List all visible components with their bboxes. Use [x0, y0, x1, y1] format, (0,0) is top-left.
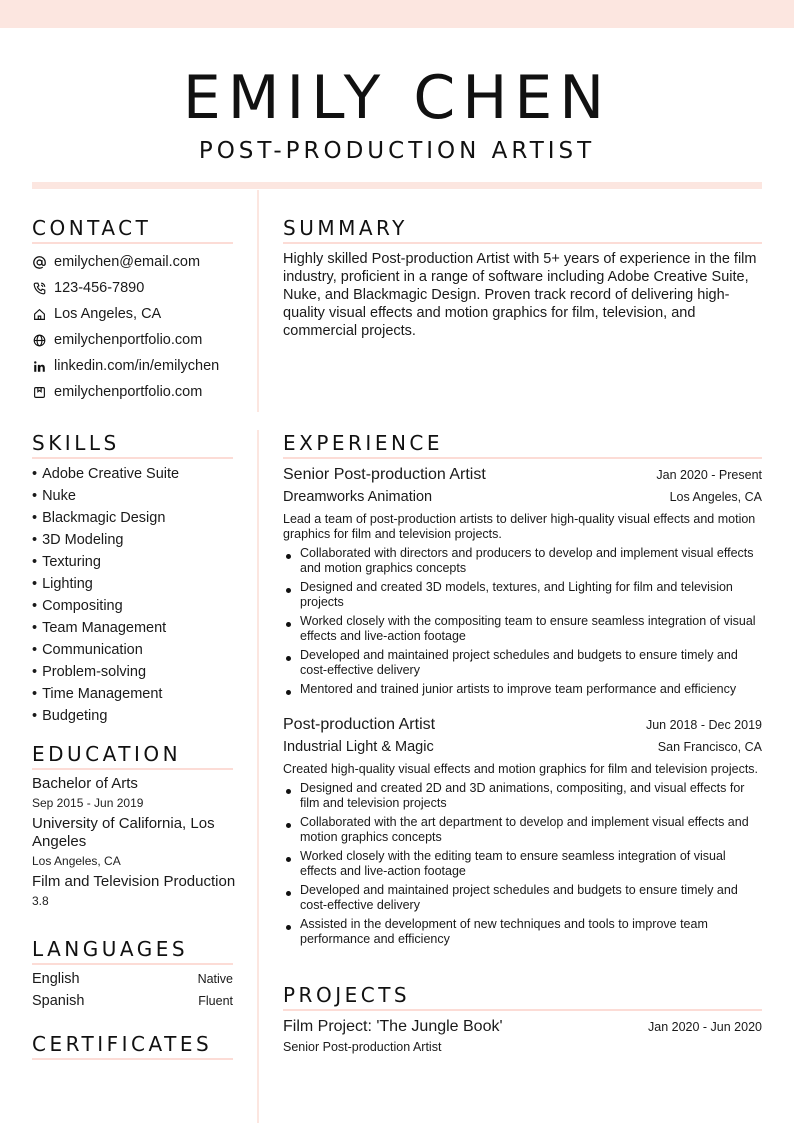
contact-website[interactable]	[32, 327, 257, 353]
language-name: English	[32, 971, 80, 987]
education-dates: Sep 2015 - Jun 2019	[32, 796, 144, 810]
contact-linkedin-text: linkedin.com/in/emilychen	[54, 358, 220, 374]
education-entry	[32, 775, 242, 913]
job-bullet: Collaborated with the art department to develop and implement visual effects and motion graphics concepts	[283, 815, 762, 845]
job-bullet: Worked closely with the compositing team to ensure seamless integration of visual effects and live-action footage	[283, 614, 762, 644]
skill-item: • Problem-solving	[32, 661, 242, 683]
contact-location	[32, 301, 257, 327]
skills-heading: SKILLS	[32, 431, 233, 459]
job-company: Dreamworks Animation	[283, 489, 433, 505]
job-role-title: POST-PRODUCTION ARTIST	[198, 138, 596, 164]
skill-item: • Texturing	[32, 551, 242, 573]
education-location: Los Angeles, CA	[32, 854, 121, 868]
skill-item: • Compositing	[32, 595, 242, 617]
skill-item: • Time Management	[32, 683, 242, 705]
job-title: Senior Post-production Artist	[283, 466, 486, 483]
skill-item: • Team Management	[32, 617, 242, 639]
job-bullet: Developed and maintained project schedules and budgets to ensure timely and cost-effective delivery	[283, 883, 762, 913]
contact-portfolio-text: emilychenportfolio.com	[54, 384, 203, 400]
skill-item: • Blackmagic Design	[32, 507, 242, 529]
job-bullet: Developed and maintained project schedules and budgets to ensure timely and cost-effective delivery	[283, 648, 762, 678]
experience-heading: EXPERIENCE	[283, 431, 762, 459]
column-divider-top	[257, 190, 259, 412]
project-dates: Jan 2020 - Jun 2020	[648, 1020, 762, 1034]
contact-email[interactable]	[32, 249, 257, 275]
job-entry	[283, 464, 762, 701]
job-description: Created high-quality visual effects and motion graphics for film and television projects.	[283, 762, 759, 776]
skill-item: • Nuke	[32, 485, 242, 507]
job-bullet: Designed and created 3D models, textures, and Lighting for film and television projects	[283, 580, 762, 610]
skill-item: • 3D Modeling	[32, 529, 242, 551]
contact-phone-text: 123-456-7890	[54, 280, 145, 296]
summary-text: Highly skilled Post-production Artist with 5+ years of experience in the film industry, proficient in a range of software including Adobe Creative Suite, Nuke, and Blackmagic Design. Proven track record of delivering high-quality visual effects and motion graphics for film, television, and commercial projects.	[283, 251, 757, 339]
projects-heading: PROJECTS	[283, 983, 762, 1011]
education-degree: Bachelor of Arts	[32, 775, 138, 792]
job-dates: Jan 2020 - Present	[656, 468, 762, 482]
job-location: San Francisco, CA	[657, 740, 762, 754]
language-level: Native	[197, 972, 233, 986]
home-icon	[32, 307, 46, 321]
column-divider-bottom	[257, 430, 259, 1123]
job-title: Post-production Artist	[283, 716, 436, 733]
skill-item: • Communication	[32, 639, 242, 661]
skill-item: • Lighting	[32, 573, 242, 595]
contact-website-text: emilychenportfolio.com	[54, 332, 203, 348]
language-level: Fluent	[198, 994, 233, 1008]
education-school: University of California, Los Angeles	[32, 815, 215, 850]
education-gpa: 3.8	[32, 894, 49, 908]
summary-heading: SUMMARY	[283, 216, 762, 244]
job-entry	[283, 714, 762, 951]
job-bullet: Worked closely with the editing team to ensure seamless integration of visual effects and live-action footage	[283, 849, 762, 879]
job-bullet: Designed and created 2D and 3D animations, compositing, and visual effects for film and television projects	[283, 781, 762, 811]
contact-list	[32, 249, 257, 405]
globe-icon	[32, 333, 46, 347]
language-row	[32, 968, 233, 990]
languages-heading: LANGUAGES	[32, 937, 233, 965]
linkedin-icon	[32, 359, 46, 373]
top-accent-band	[0, 0, 794, 28]
languages-list	[32, 968, 233, 1012]
language-row	[32, 990, 233, 1012]
job-description: Lead a team of post-production artists to deliver high-quality visual effects and motion graphics for film and television projects.	[283, 512, 756, 541]
portfolio-icon	[32, 385, 46, 399]
project-title: Film Project: 'The Jungle Book'	[283, 1018, 503, 1035]
language-name: Spanish	[32, 993, 85, 1009]
skill-item: • Budgeting	[32, 705, 242, 727]
job-company: Industrial Light & Magic	[283, 739, 434, 755]
project-entry	[283, 1016, 762, 1059]
contact-location-text: Los Angeles, CA	[54, 306, 162, 322]
project-role: Senior Post-production Artist	[283, 1040, 442, 1054]
education-heading: EDUCATION	[32, 742, 233, 770]
skill-item: • Adobe Creative Suite	[32, 463, 242, 485]
phone-icon	[32, 281, 46, 295]
job-bullets	[283, 546, 762, 697]
candidate-name: EMILY CHEN	[182, 63, 612, 133]
job-bullet: Collaborated with directors and producers to develop and implement visual effects and motion graphics concepts	[283, 546, 762, 576]
job-location: Los Angeles, CA	[669, 490, 762, 504]
education-field: Film and Television Production	[32, 873, 236, 890]
contact-linkedin[interactable]	[32, 353, 257, 379]
skills-list	[32, 463, 242, 727]
job-dates: Jun 2018 - Dec 2019	[645, 718, 762, 732]
header-divider	[32, 182, 762, 189]
job-bullet: Assisted in the development of new techniques and tools to improve team performance and efficiency	[283, 917, 762, 947]
contact-portfolio[interactable]	[32, 379, 257, 405]
contact-phone[interactable]	[32, 275, 257, 301]
job-bullets	[283, 781, 762, 947]
certificates-heading: CERTIFICATES	[32, 1032, 233, 1060]
contact-heading: CONTACT	[32, 216, 233, 244]
contact-email-text: emilychen@email.com	[54, 254, 201, 270]
at-icon	[32, 255, 46, 269]
job-bullet: Mentored and trained junior artists to improve team performance and efficiency	[283, 682, 762, 697]
